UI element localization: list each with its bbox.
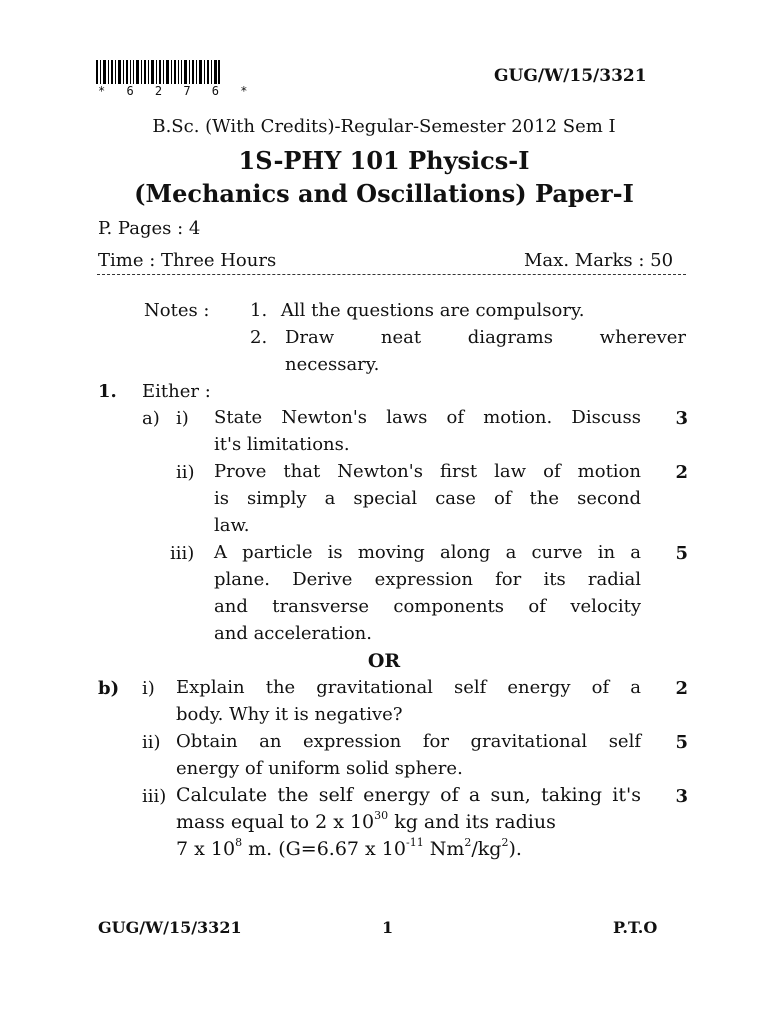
exponent: 2: [464, 835, 472, 849]
text-fragment: 7 x 10: [176, 838, 236, 860]
note-number: 1.: [250, 300, 268, 321]
text-line: is simply a special case of the second: [214, 488, 641, 509]
paper-code: GUG/W/15/3321: [494, 66, 647, 86]
marks-value: 3: [675, 786, 688, 807]
text-line: Prove that Newton's first law of motion: [214, 461, 641, 482]
text-line: body. Why it is negative?: [176, 704, 403, 725]
pto-label: P.T.O: [613, 918, 658, 937]
text-line: and acceleration.: [214, 623, 373, 644]
exam-time: Time : Three Hours: [98, 250, 277, 271]
either-label: Either :: [142, 381, 211, 402]
question-text: [176, 728, 641, 782]
dashed-divider: [97, 274, 686, 275]
part-b-label: b): [98, 678, 120, 699]
note-item: [250, 300, 585, 321]
footer-paper-code: GUG/W/15/3321: [98, 918, 242, 937]
course-line: B.Sc. (With Credits)-Regular-Semester 2012 Sem I: [152, 116, 616, 137]
subpart-label: ii): [176, 462, 195, 483]
text-line: Explain the gravitational self energy of a: [176, 677, 641, 698]
question-text: [214, 458, 641, 539]
exponent: 30: [374, 808, 389, 822]
text-line: it's limitations.: [214, 434, 350, 455]
text-fragment: ).: [508, 838, 522, 860]
note-text: All the questions are compulsory.: [280, 300, 585, 321]
text-line: Calculate the self energy of a sun, taking it's: [176, 784, 641, 806]
subpart-label: i): [176, 408, 189, 429]
text-fragment: /kg: [471, 838, 502, 860]
paper-subtitle: (Mechanics and Oscillations) Paper-I: [134, 179, 634, 208]
marks-value: 2: [675, 678, 688, 699]
paper-title: 1S-PHY 101 Physics-I: [238, 146, 530, 175]
text-line: [176, 809, 641, 836]
max-marks: Max. Marks : 50: [524, 250, 674, 271]
or-separator: OR: [367, 650, 401, 672]
marks-value: 5: [675, 543, 688, 564]
note-text: Draw neat diagrams wherever: [285, 327, 686, 348]
page-number: 1: [382, 918, 394, 937]
subpart-label: ii): [142, 732, 161, 753]
subpart-label: i): [142, 678, 155, 699]
exponent: -11: [405, 835, 424, 849]
text-fragment: mass equal to 2 x 10: [176, 811, 375, 833]
marks-value: 3: [675, 408, 688, 429]
marks-value: 5: [675, 732, 688, 753]
exponent: 8: [235, 835, 243, 849]
notes-label: Notes :: [144, 300, 210, 321]
subpart-label: iii): [170, 543, 195, 564]
text-fragment: Nm: [423, 838, 465, 860]
exponent: 2: [501, 835, 509, 849]
marks-value: 2: [675, 462, 688, 483]
text-line: and transverse components of velocity: [214, 596, 641, 617]
question-number: 1.: [98, 381, 117, 402]
text-line: law.: [214, 515, 250, 536]
question-text: [176, 674, 641, 728]
part-a-label: a): [142, 408, 160, 429]
page-count: P. Pages : 4: [98, 218, 201, 239]
text-fragment: m. (G=6.67 x 10: [242, 838, 406, 860]
text-line: energy of uniform solid sphere.: [176, 758, 463, 779]
subpart-label: iii): [142, 786, 167, 807]
note-text-continued: necessary.: [285, 354, 380, 375]
text-line: Obtain an expression for gravitational self: [176, 731, 641, 752]
text-line: [176, 836, 641, 863]
question-text: [214, 404, 641, 458]
text-line: plane. Derive expression for its radial: [214, 569, 641, 590]
barcode-bars-icon: [96, 60, 220, 84]
text-fragment: kg and its radius: [388, 811, 556, 833]
barcode-number: * 6 2 7 6 *: [98, 84, 255, 98]
note-number: 2.: [250, 327, 268, 348]
question-text: [214, 539, 641, 647]
text-line: A particle is moving along a curve in a: [214, 542, 641, 563]
question-text: [176, 782, 641, 863]
barcode: [96, 60, 254, 98]
text-line: State Newton's laws of motion. Discuss: [214, 407, 641, 428]
